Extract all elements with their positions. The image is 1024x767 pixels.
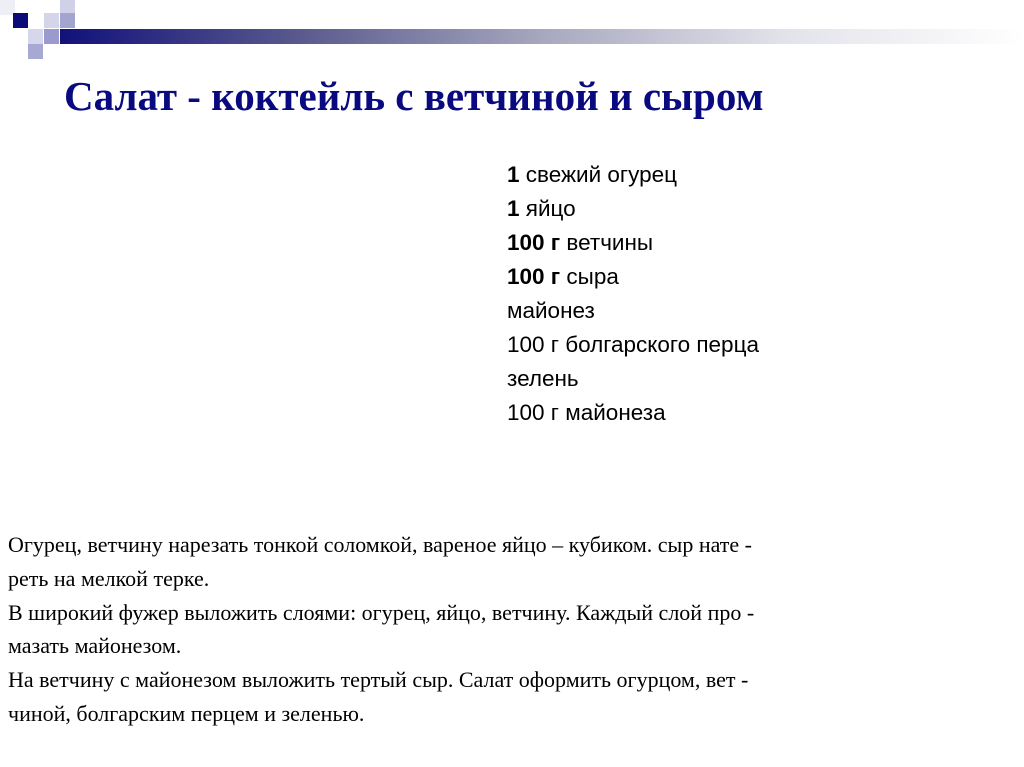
ingredient-item — [507, 226, 759, 260]
decor-square — [28, 29, 43, 44]
ingredient-name: ветчины — [560, 230, 654, 255]
decor-square — [44, 13, 59, 28]
ingredient-name: зелень — [507, 366, 579, 391]
ingredients-list — [507, 158, 759, 430]
preparation-line: На ветчину с майонезом выложить тертый сыр. Салат оформить огурцом, вет - — [8, 667, 749, 693]
ingredient-item — [507, 192, 759, 226]
ingredient-name: яйцо — [519, 196, 576, 221]
slide-title: Салат - коктейль с ветчиной и сыром — [64, 73, 764, 119]
ingredient-qty: 1 — [507, 162, 520, 187]
preparation-text — [8, 528, 754, 731]
ingredient-item — [507, 260, 759, 294]
ingredient-item — [507, 328, 759, 362]
ingredient-item — [507, 294, 759, 328]
ingredient-item — [507, 396, 759, 430]
ingredient-name: майонез — [507, 298, 595, 323]
ingredient-name: сыра — [560, 264, 619, 289]
ingredient-item — [507, 362, 759, 396]
preparation-line: чиной, болгарским перцем и зеленью. — [8, 700, 365, 726]
preparation-line: В широкий фужер выложить слоями: огурец, яйцо, ветчину. Каждый слой про - — [8, 599, 755, 625]
preparation-line: мазать майонезом. — [8, 633, 182, 659]
ingredient-name: 100 г болгарского перца — [507, 332, 759, 357]
decor-square — [44, 29, 59, 44]
ingredient-name: свежий огурец — [519, 162, 678, 187]
preparation-line: Огурец, ветчину нарезать тонкой соломкой, вареное яйцо – кубиком. сыр нате - — [8, 532, 752, 557]
ingredient-item — [507, 158, 759, 192]
ingredient-qty: 1 — [507, 196, 520, 221]
ingredient-qty: 100 г — [507, 230, 561, 255]
decor-square — [28, 44, 43, 59]
decor-square — [60, 13, 75, 28]
ingredient-qty: 100 г — [507, 264, 561, 289]
preparation-line: реть на мелкой терке. — [8, 565, 210, 591]
decor-square — [13, 13, 28, 28]
header-gradient-bar — [60, 29, 1024, 44]
ingredient-name: 100 г майонеза — [507, 400, 666, 425]
